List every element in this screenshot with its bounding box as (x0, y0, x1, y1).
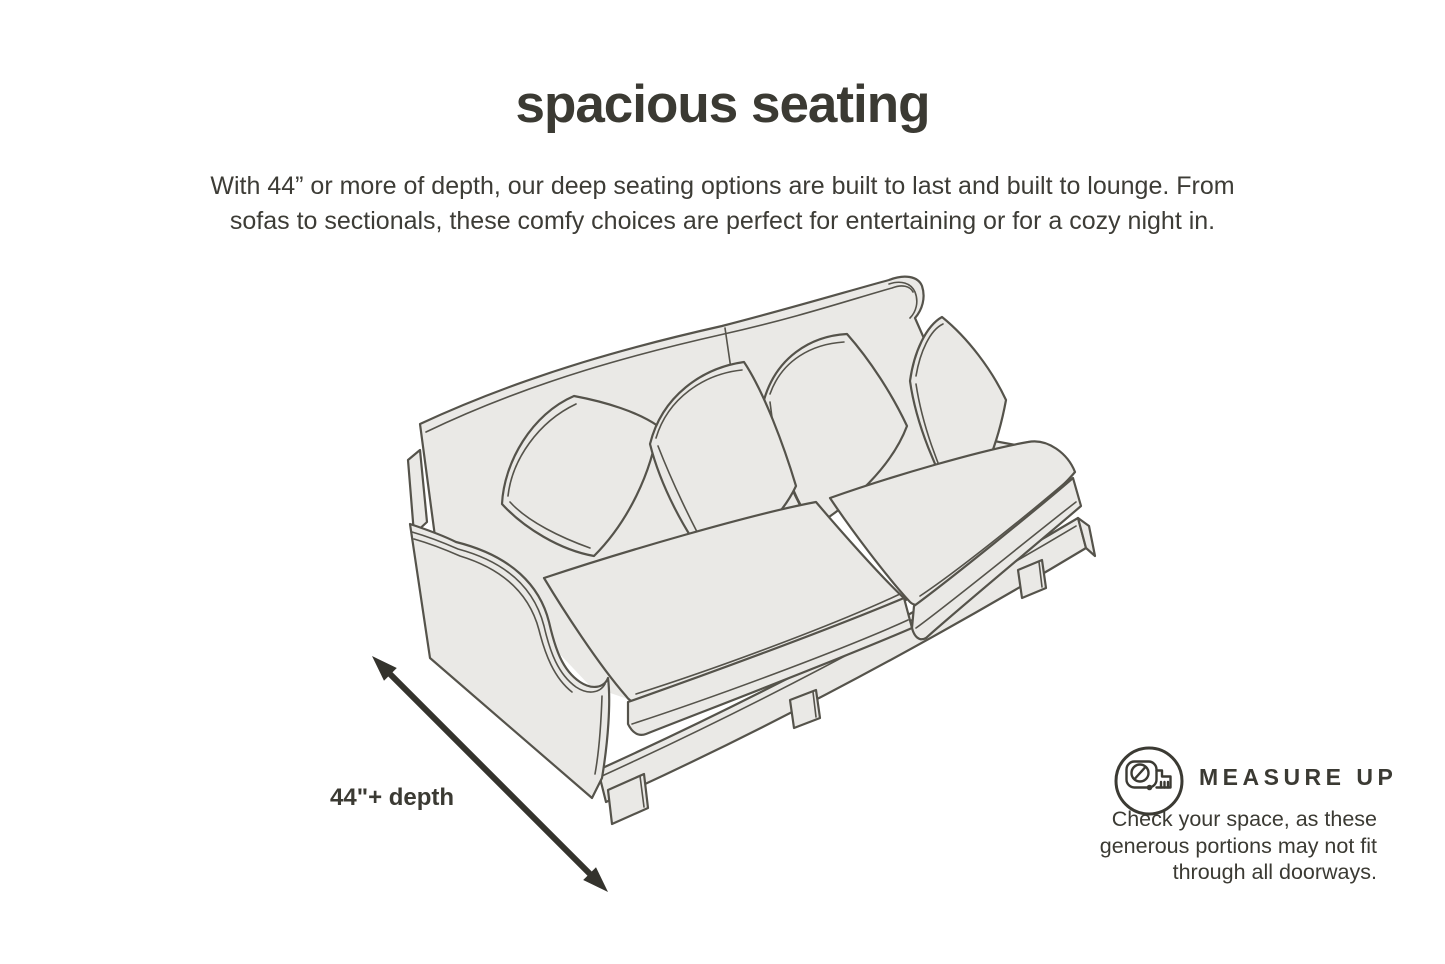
measure-up-line-1: Check your space, as these (1111, 807, 1377, 831)
intro-paragraph (0, 169, 1445, 239)
depth-arrow (362, 648, 622, 908)
measure-up-text (1085, 806, 1377, 886)
measure-up-heading: MEASURE UP (1199, 764, 1398, 790)
measure-up-line-2: generous portions may not fit (1099, 833, 1377, 858)
depth-dimension-label: 44"+ depth (330, 784, 455, 811)
intro-line-2: sofas to sectionals, these comfy choices are perfect for entertaining or for a cozy night in. (229, 207, 1216, 235)
measure-up-line-3: through all doorways. (1172, 860, 1377, 884)
page-title: spacious seating (515, 75, 930, 134)
intro-line-1: With 44” or more of depth, our deep seating options are built to last and built to lounge. From (210, 172, 1235, 200)
